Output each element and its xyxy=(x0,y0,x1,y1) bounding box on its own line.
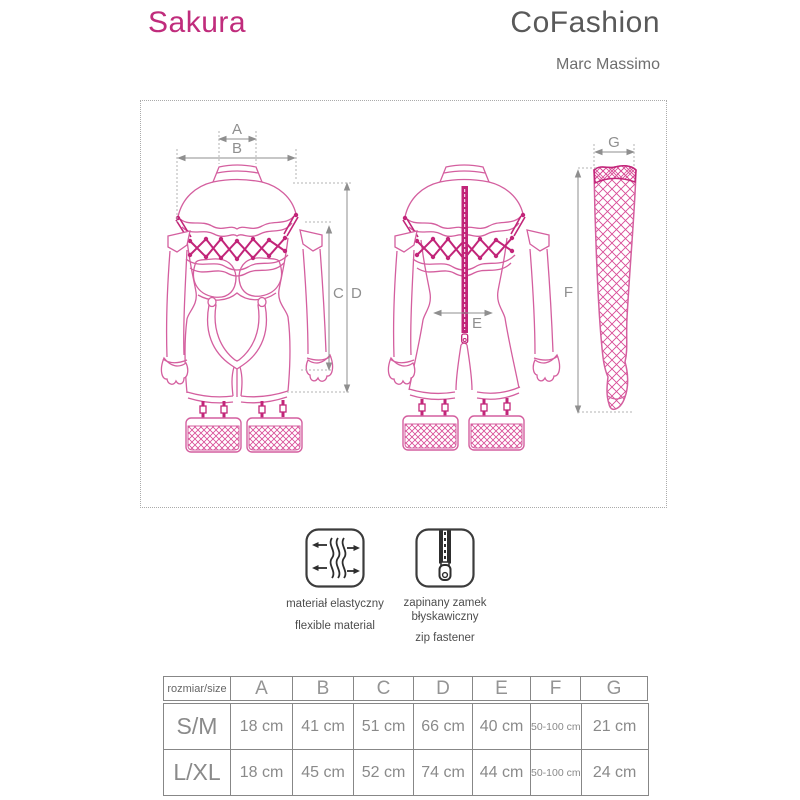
zipper-icon xyxy=(415,528,475,588)
size-label-sm: S/M xyxy=(164,704,231,750)
front-view-figure xyxy=(161,165,332,452)
table-row-sm xyxy=(164,704,649,750)
size-table-header xyxy=(163,676,648,701)
cell-sm-f: 50-100 cm xyxy=(531,704,582,750)
column-header-b: B xyxy=(293,677,354,701)
size-label-lxl: L/XL xyxy=(164,750,231,796)
column-header-c: C xyxy=(354,677,414,701)
cell-lxl-b: 45 cm xyxy=(293,750,354,796)
cell-lxl-f: 50-100 cm xyxy=(531,750,582,796)
feature-label-stretch-en: flexible material xyxy=(295,620,375,632)
measure-label-e: E xyxy=(471,315,483,332)
feature-label-zip-en: zip fastener xyxy=(415,632,475,644)
cell-sm-c: 51 cm xyxy=(354,704,414,750)
designer-name: Marc Massimo xyxy=(555,56,660,73)
column-header-d: D xyxy=(414,677,473,701)
cell-sm-g: 21 cm xyxy=(581,704,648,750)
cell-lxl-c: 52 cm xyxy=(354,750,414,796)
cell-lxl-a: 18 cm xyxy=(231,750,293,796)
cell-sm-b: 41 cm xyxy=(293,704,354,750)
stretch-icon xyxy=(305,528,365,588)
measure-label-d: D xyxy=(351,285,362,302)
column-header-a: A xyxy=(231,677,293,701)
table-corner-label: rozmiar/size xyxy=(164,677,231,701)
measure-label-b: B xyxy=(231,140,243,157)
table-row-lxl xyxy=(164,750,649,796)
measure-label-g: G xyxy=(608,134,620,151)
cell-lxl-e: 44 cm xyxy=(473,750,531,796)
feature-label-zip-pl: zapinany zamek błyskawiczny xyxy=(403,597,487,623)
back-view-figure xyxy=(388,165,559,450)
product-name: Sakura xyxy=(148,6,247,39)
cell-lxl-d: 74 cm xyxy=(414,750,473,796)
measure-label-a: A xyxy=(231,121,243,138)
cell-sm-a: 18 cm xyxy=(231,704,293,750)
column-header-f: F xyxy=(531,677,581,701)
cell-lxl-g: 24 cm xyxy=(581,750,648,796)
dimension-labels xyxy=(232,121,620,332)
measure-label-f: F xyxy=(563,284,573,301)
column-header-e: E xyxy=(473,677,531,701)
size-table-body xyxy=(163,703,649,796)
cell-sm-e: 40 cm xyxy=(473,704,531,750)
zipper-line xyxy=(462,186,469,343)
cell-sm-d: 66 cm xyxy=(414,704,473,750)
feature-label-stretch-pl: materiał elastyczny xyxy=(286,598,384,610)
brand-name: CoFashion xyxy=(510,6,660,39)
measure-label-c: C xyxy=(333,285,344,302)
stocking-figure xyxy=(594,166,636,410)
column-header-g: G xyxy=(581,677,648,701)
garment-measurement-diagram xyxy=(140,100,665,506)
